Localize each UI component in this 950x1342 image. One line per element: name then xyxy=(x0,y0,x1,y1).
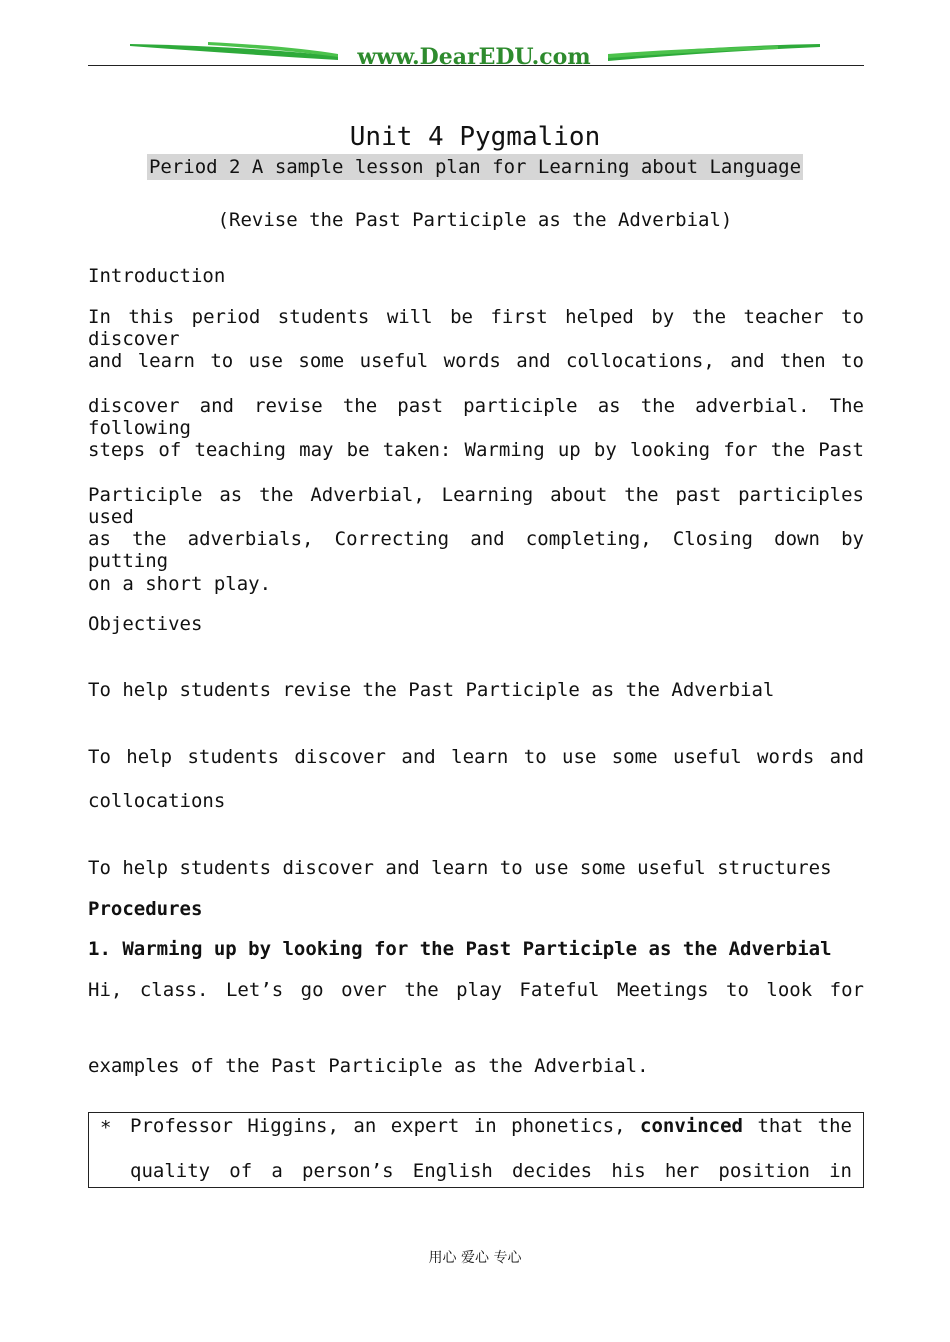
intro-line-1: In this period students will be first helped by the teacher to discover xyxy=(88,306,864,350)
step-1-line-2: examples of the Past Participle as the Adverbial. xyxy=(88,1055,649,1077)
intro-line-4: steps of teaching may be taken: Warming up by looking for the Past xyxy=(88,439,864,461)
intro-line-7: on a short play. xyxy=(88,573,272,595)
objective-1: To help students revise the Past Participle as the Adverbial xyxy=(88,679,775,701)
bullet-star: * xyxy=(100,1117,112,1139)
objective-2-line-2: collocations xyxy=(88,790,226,812)
objective-3: To help students discover and learn to use some useful structures xyxy=(88,857,832,879)
objective-2-line-1: To help students discover and learn to use some useful words and xyxy=(88,746,864,768)
intro-line-3: discover and revise the past participle as the adverbial. The following xyxy=(88,395,864,439)
example-keyword: convinced xyxy=(640,1115,743,1137)
page-footer: 用心 爱心 专心 xyxy=(428,1250,522,1266)
intro-line-5: Participle as the Adverbial, Learning about the past participles used xyxy=(88,484,864,528)
introduction-heading: Introduction xyxy=(88,265,226,287)
page-subtitle: Period 2 A sample lesson plan for Learning about Language xyxy=(148,156,802,178)
revise-line: (Revise the Past Participle as the Adverbial) xyxy=(217,209,733,231)
procedures-heading: Procedures xyxy=(88,898,203,920)
example-line-2: quality of a person’s English decides his her position in xyxy=(130,1160,852,1182)
intro-line-6: as the adverbials, Correcting and completing, Closing down by putting xyxy=(88,528,864,572)
header-rule xyxy=(88,65,864,66)
header-logo xyxy=(88,34,864,74)
example-line-1-after: that the xyxy=(757,1115,852,1137)
example-line-1 xyxy=(130,1115,852,1137)
page-title: Unit 4 Pygmalion xyxy=(349,122,601,152)
intro-line-2: and learn to use some useful words and collocations, and then to xyxy=(88,350,864,372)
example-line-1-before: Professor Higgins, an expert in phonetics, xyxy=(130,1115,626,1137)
step-1-heading: 1. Warming up by looking for the Past Participle as the Adverbial xyxy=(88,938,832,960)
objectives-heading: Objectives xyxy=(88,613,203,635)
step-1-line-1: Hi, class. Let’s go over the play Fateful Meetings to look for xyxy=(88,979,864,1001)
site-name: www.DearEDU.com xyxy=(357,44,591,70)
